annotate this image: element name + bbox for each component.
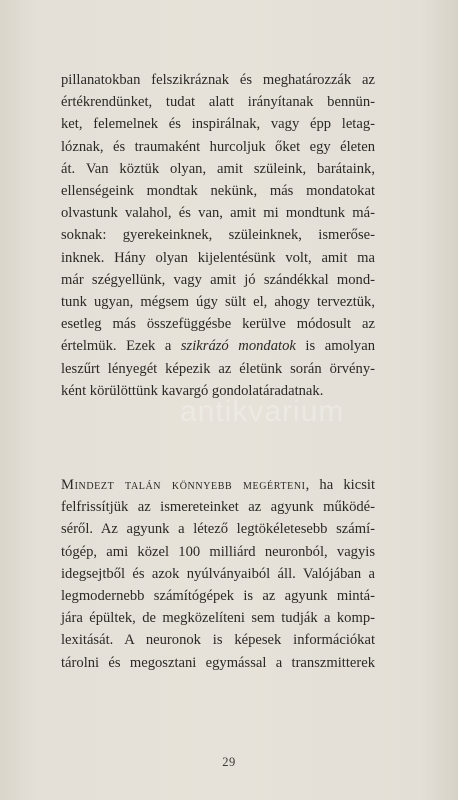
text-line: át. Van köztük olyan, amit szüleink, barátaink, (61, 160, 375, 177)
text-line: séről. Az agyunk a létező legtökéletesebb számí- (61, 521, 375, 538)
text-line: ellenségeink mondtak nekünk, más mondatokat (61, 183, 375, 200)
text-line: értékrendünket, tudat alatt irányítanak bennün- (61, 94, 375, 111)
text-line: tunk ugyan, mégsem úgy sült el, ahogy terveztük, (61, 294, 375, 311)
text-segment: , ha kicsit (305, 477, 375, 493)
text-line: esetleg más összefüggésbe kerülve módosult az (61, 316, 375, 333)
watermark: antikvarium (180, 395, 345, 428)
text-line (61, 335, 375, 357)
section-lead-in: Mindezt talán könnyebb megérteni (61, 477, 306, 493)
text-line: idegsejtből és azok nyúlványaiból áll. Valójában a (61, 565, 375, 582)
text-line: ket, felemelnek és inspirálnak, vagy épp letag- (61, 116, 375, 133)
text-line: már szégyellünk, vagy amit jó szándékkal mond- (61, 271, 375, 288)
text-line (61, 474, 375, 496)
emphasized-phrase: szikrázó mondatok (180, 338, 296, 355)
text-line: pillanatokban felszikráznak és meghatározzák az (61, 72, 375, 88)
text-segment: is amolyan (295, 338, 375, 355)
text-line: legmodernebb számítógépek is az agyunk mintá- (61, 588, 375, 605)
paragraph-2 (61, 474, 375, 674)
text-line: olvastunk valahol, és van, amit mi mondtunk má- (61, 205, 375, 222)
text-line: tógép, ami közel 100 milliárd neuronból, vagyis (61, 543, 375, 560)
text-line: soknak: gyerekeinknek, szüleinknek, ismerőse- (61, 227, 375, 244)
page-number: 29 (222, 755, 236, 769)
text-line: lóznak, és traumaként hurcoljuk őket egy életen (61, 138, 375, 155)
text-segment: értelmük. Ezek a (61, 338, 181, 355)
text-line: felfrissítjük az ismereteinket az agyunk működé- (61, 499, 375, 516)
text-line: ként körülöttünk kavargó gondolatáradatnak. (61, 382, 324, 399)
text-line: inknek. Hány olyan kijelentésünk volt, amit ma (61, 249, 375, 266)
text-line: lexitását. A neuronok is képesek információkat (61, 632, 375, 649)
paragraph-1 (61, 69, 375, 402)
text-line: jára épültek, de megközelíteni sem tudják a komp- (61, 610, 375, 627)
text-line: tárolni és megosztani egymással a transzmitterek (61, 654, 375, 671)
text-line: leszűrt lényegét képezik az életünk során örvény- (61, 360, 375, 377)
